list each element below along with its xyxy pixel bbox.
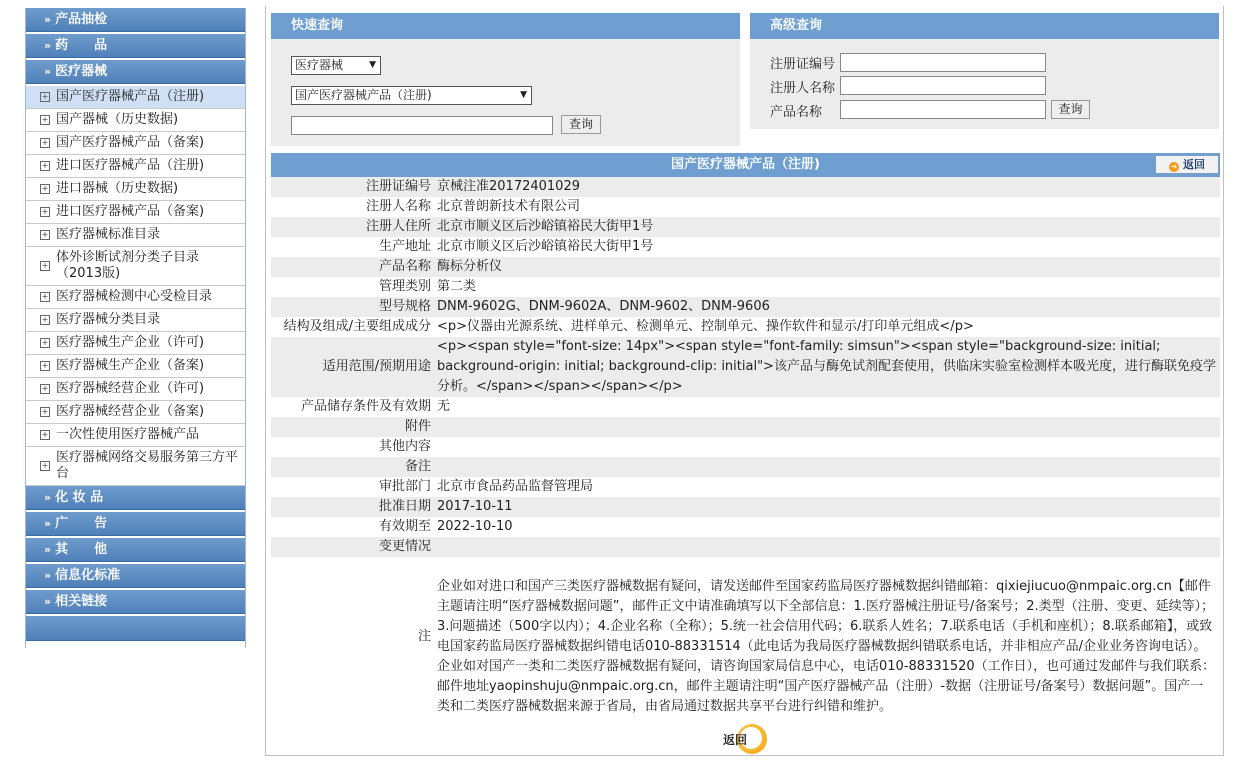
sidebar-item-disposable[interactable] — [26, 424, 245, 447]
product-name-label: 产品名称 — [770, 105, 823, 120]
double-chevron-icon: » — [44, 491, 52, 504]
cat-label: 广 告 — [55, 516, 108, 531]
sidebar-item-domestic-history[interactable] — [26, 109, 245, 132]
subcategory-select[interactable] — [291, 86, 532, 105]
dropdown-arrow-icon: ▼ — [369, 60, 376, 70]
registrant-input[interactable] — [840, 76, 1046, 95]
expand-icon: + — [41, 207, 49, 216]
sidebar-item-ivd-catalog[interactable] — [26, 247, 245, 286]
detail-field-value — [437, 457, 1220, 477]
advanced-search-button[interactable]: 查询 — [1051, 100, 1090, 119]
cat-label: 产品抽检 — [55, 12, 108, 27]
detail-row — [271, 397, 1220, 417]
detail-field-label: 备注 — [404, 459, 431, 474]
reg-no-input[interactable] — [840, 53, 1046, 72]
detail-field-label: 变更情况 — [378, 539, 431, 554]
detail-row — [271, 197, 1220, 217]
cat-label: 医疗器械 — [55, 64, 108, 79]
detail-row — [271, 277, 1220, 297]
category-select[interactable] — [291, 56, 381, 75]
detail-field-value: DNM-9602G、DNM-9602A、DNM-9602、DNM-9606 — [437, 299, 770, 314]
detail-table — [271, 153, 1220, 717]
detail-field-value: 企业如对进口和国产三类医疗器械数据有疑问，请发送邮件至国家药监局医疗器械数据纠错邮箱：qixiejiucuo@nmpaic.org.cn【邮件主题请注明“医疗器械数据问题”，邮件正文中请准确填写以下全部信息：1.医疗器械注册证号/备案号；2.类型（注册、变更、延续等）；3.问题描述（500字以内）；4.企业名称（全称）；5.统一社会信用代码；6.联系人姓名；7.联系电话（手机和座机）；8.联系邮箱】，或致电国家药监局医疗器械数据纠错电话010-88331514（此电话为我局医疗器械数据纠错联系电话，并非相应产品/企业业务咨询电话）。企业如对国产一类和二类医疗器械数据有疑问，请咨询国家局信息中心，电话010-88331520（工作日），也可通过发邮件与我们联系：邮件地址yaopinshuju@nmpaic.org.cn，邮件主题请注明“国产医疗器械产品（注册）-数据（注册证号/备案号）数据问题”。国产一类和二类医疗器械数据来源于省局，由省局通过数据共享平台进行纠错和维护。 — [437, 579, 1216, 714]
expand-icon: + — [41, 338, 49, 347]
detail-field-label: 型号规格 — [378, 299, 431, 314]
product-name-input[interactable] — [840, 100, 1046, 119]
detail-field-label: 产品储存条件及有效期 — [300, 399, 431, 414]
advanced-search-title: 高级查询 — [750, 13, 1219, 39]
sidebar-item-label: 国产器械（历史数据) — [56, 112, 179, 127]
detail-field-value: 北京市食品药品监督管理局 — [437, 479, 594, 494]
detail-field-value: <p><span style="font-size: 14px"><span style="font-family: simsun"><span style="background-size: initial; background-origin: initial; background-clip: initial">该产品与酶免试剂配套使用，供临床实验室检测样本吸光度，进行酶联免疫学分析。</span></span></span></p> — [437, 339, 1216, 394]
expand-icon: + — [41, 184, 49, 193]
quick-search-input[interactable] — [291, 116, 553, 135]
back-button-top[interactable] — [1155, 155, 1219, 174]
quick-search-button[interactable]: 查询 — [561, 115, 601, 134]
expand-icon: + — [41, 292, 49, 301]
detail-field-value: 北京普朗新技术有限公司 — [437, 199, 581, 214]
detail-field-label: 注 — [417, 629, 431, 644]
double-chevron-icon: » — [44, 13, 52, 26]
detail-row — [271, 237, 1220, 257]
expand-icon: + — [41, 315, 49, 324]
detail-row — [271, 297, 1220, 317]
detail-row — [271, 557, 1220, 717]
sidebar-item-dealer-filing[interactable] — [26, 401, 245, 424]
double-chevron-icon: » — [44, 595, 52, 608]
registrant-label: 注册人名称 — [770, 81, 836, 96]
expand-icon: + — [41, 361, 49, 370]
sidebar-item-domestic-device-filing[interactable] — [26, 132, 245, 155]
expand-icon: + — [41, 261, 49, 270]
detail-field-value: 京械注准20172401029 — [437, 179, 580, 194]
sidebar-cat-ads[interactable] — [26, 512, 245, 536]
double-chevron-icon: » — [44, 39, 52, 52]
sidebar-item-label: 医疗器械标准目录 — [56, 227, 161, 242]
sidebar-item-label: 进口医疗器械产品（备案) — [56, 204, 205, 219]
detail-field-value: 北京市顺义区后沙峪镇裕民大街甲1号 — [437, 239, 654, 254]
sidebar-item-label: 医疗器械生产企业（备案) — [56, 358, 205, 373]
detail-row — [271, 417, 1220, 437]
detail-row — [271, 537, 1220, 557]
category-select-value: 医疗器械 — [295, 58, 344, 72]
arrow-right-icon: ➜ — [1170, 162, 1178, 171]
detail-header — [271, 153, 1220, 177]
cat-label: 相关链接 — [55, 594, 108, 609]
sidebar-cat-drugs[interactable] — [26, 34, 245, 58]
cat-label: 其 他 — [55, 542, 108, 557]
detail-row — [271, 317, 1220, 337]
cat-label: 化 妆 品 — [55, 490, 104, 505]
sidebar-item-dealer-license[interactable] — [26, 378, 245, 401]
detail-field-label: 其他内容 — [378, 439, 431, 454]
detail-field-value: <p>仪器由光源系统、进样单元、检测单元、控制单元、操作软件和显示/打印单元组成</p> — [437, 319, 974, 334]
sidebar-item-label: 医疗器械检测中心受检目录 — [56, 289, 213, 304]
detail-row — [271, 457, 1220, 477]
detail-field-value — [437, 537, 1220, 557]
sidebar — [25, 8, 246, 648]
sidebar-item-label: 国产医疗器械产品（备案) — [56, 135, 205, 150]
detail-field-value — [437, 417, 1220, 437]
detail-field-label: 注册人名称 — [365, 199, 431, 214]
detail-field-label: 结构及组成/主要组成成分 — [283, 319, 431, 334]
sidebar-item-standards[interactable] — [26, 224, 245, 247]
sidebar-item-import-history[interactable] — [26, 178, 245, 201]
detail-field-label: 生产地址 — [378, 239, 431, 254]
sidebar-item-label: 医疗器械经营企业（备案) — [56, 404, 205, 419]
sidebar-item-label: 医疗器械生产企业（许可) — [56, 335, 205, 350]
cat-label: 药 品 — [55, 38, 108, 53]
reg-no-label: 注册证编号 — [770, 57, 836, 72]
cat-label: 信息化标准 — [55, 568, 121, 583]
sidebar-item-label: 一次性使用医疗器械产品 — [56, 427, 200, 442]
double-chevron-icon: » — [44, 569, 52, 582]
sidebar-item-online-platform[interactable] — [26, 447, 245, 486]
sidebar-item-classification[interactable] — [26, 309, 245, 332]
sidebar-item-label: 医疗器械经营企业（许可) — [56, 381, 205, 396]
detail-field-label: 产品名称 — [378, 259, 431, 274]
detail-field-value: 无 — [437, 399, 451, 414]
sidebar-footer-bar — [26, 616, 245, 641]
sidebar-cat-product-sampling[interactable] — [26, 8, 245, 32]
sidebar-item-testing-center[interactable] — [26, 286, 245, 309]
expand-icon: + — [41, 138, 49, 147]
detail-row — [271, 257, 1220, 277]
expand-icon: + — [41, 461, 49, 470]
detail-field-label: 管理类别 — [378, 279, 431, 294]
detail-field-value: 2017-10-11 — [437, 499, 513, 514]
sidebar-item-import-device-filing[interactable] — [26, 201, 245, 224]
quick-search-panel — [271, 13, 740, 146]
detail-row — [271, 517, 1220, 537]
detail-row — [271, 497, 1220, 517]
detail-field-label: 附件 — [404, 419, 431, 434]
sidebar-cat-other[interactable] — [26, 538, 245, 562]
expand-icon: + — [41, 92, 49, 101]
sidebar-item-mfr-license[interactable] — [26, 332, 245, 355]
quick-search-title: 快速查询 — [271, 13, 740, 39]
detail-field-label: 有效期至 — [378, 519, 431, 534]
sidebar-cat-links[interactable] — [26, 590, 245, 614]
detail-row — [271, 337, 1220, 397]
dropdown-arrow-icon: ▼ — [520, 90, 527, 100]
detail-row — [271, 437, 1220, 457]
detail-field-value: 酶标分析仪 — [437, 259, 503, 274]
advanced-search-panel — [750, 13, 1219, 129]
detail-field-value: 第二类 — [437, 279, 477, 294]
expand-icon: + — [41, 430, 49, 439]
detail-field-label: 适用范围/预期用途 — [322, 359, 431, 374]
sidebar-item-label: 医疗器械网络交易服务第三方平台 — [56, 450, 239, 481]
sidebar-cat-medical-devices[interactable] — [26, 60, 245, 84]
main-content — [265, 6, 1224, 756]
sidebar-item-label: 医疗器械分类目录 — [56, 312, 161, 327]
detail-field-value — [437, 437, 1220, 457]
sidebar-item-mfr-filing[interactable] — [26, 355, 245, 378]
detail-field-label: 审批部门 — [378, 479, 431, 494]
subcategory-select-value: 国产医疗器械产品（注册) — [295, 88, 432, 102]
detail-field-value: 北京市顺义区后沙峪镇裕民大街甲1号 — [437, 219, 654, 234]
expand-icon: + — [41, 161, 49, 170]
detail-row — [271, 177, 1220, 197]
detail-field-label: 注册人住所 — [365, 219, 431, 234]
sidebar-item-label: 进口器械（历史数据) — [56, 181, 179, 196]
sidebar-cat-it-standards[interactable] — [26, 564, 245, 588]
sidebar-item-label: 体外诊断试剂分类子目录（2013版) — [56, 250, 200, 281]
detail-field-label: 批准日期 — [378, 499, 431, 514]
expand-icon: + — [41, 384, 49, 393]
back-button-label: 返回 — [1183, 158, 1205, 171]
sidebar-cat-cosmetics[interactable] — [26, 486, 245, 510]
sidebar-item-label: 进口医疗器械产品（注册) — [56, 158, 205, 173]
back-button-bottom-label: 返回 — [723, 733, 748, 747]
detail-rows — [271, 177, 1220, 717]
detail-row — [271, 217, 1220, 237]
back-button-bottom[interactable] — [723, 724, 769, 754]
detail-field-value: 2022-10-10 — [437, 519, 513, 534]
detail-title: 国产医疗器械产品（注册) — [671, 157, 820, 172]
sidebar-item-import-device-reg[interactable] — [26, 155, 245, 178]
double-chevron-icon: » — [44, 543, 52, 556]
detail-row — [271, 477, 1220, 497]
detail-field-label: 注册证编号 — [365, 179, 431, 194]
expand-icon: + — [41, 230, 49, 239]
expand-icon: + — [41, 407, 49, 416]
expand-icon: + — [41, 115, 49, 124]
sidebar-item-domestic-device-reg[interactable] — [26, 86, 245, 109]
sidebar-item-label: 国产医疗器械产品（注册) — [56, 89, 205, 104]
double-chevron-icon: » — [44, 517, 52, 530]
double-chevron-icon: » — [44, 65, 52, 78]
